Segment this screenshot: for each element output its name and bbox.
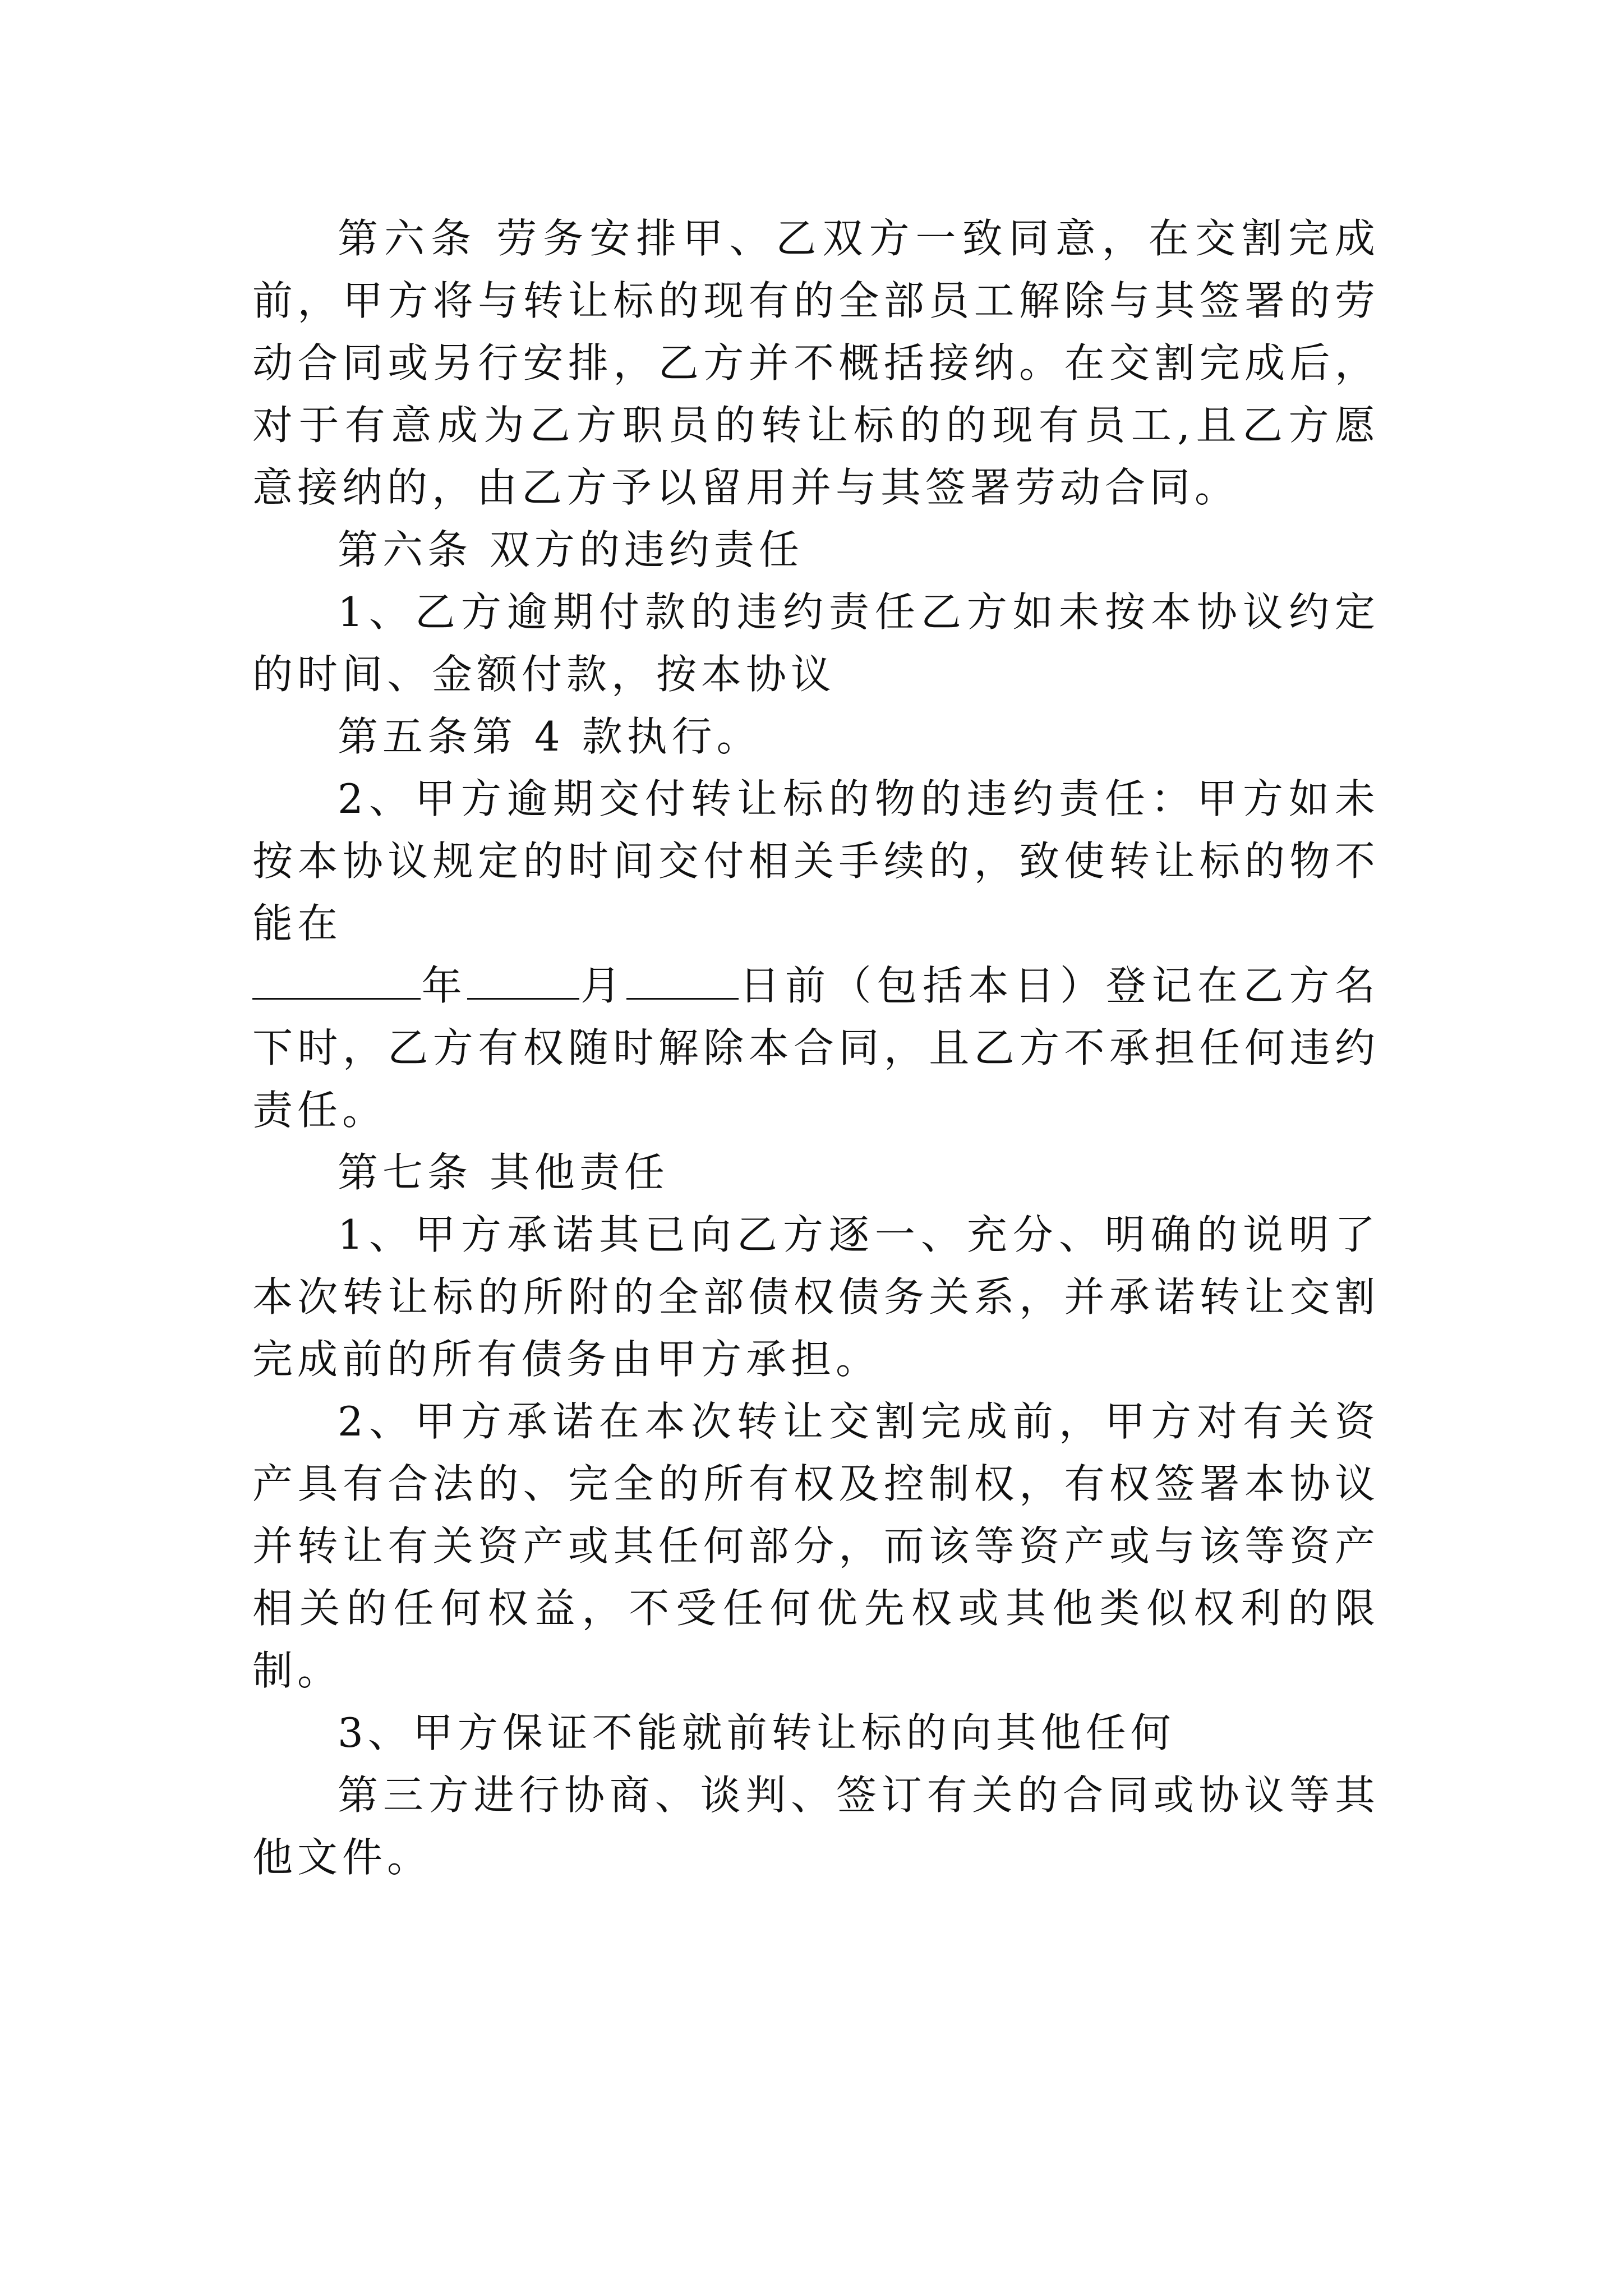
clause-2-date-continuation — [252, 955, 1380, 1142]
month-blank — [467, 959, 579, 1000]
article-6-heading: 第六条 双方的违约责任 — [338, 526, 804, 573]
day-blank — [626, 959, 739, 1000]
clause-1-late-payment: 1、乙方逾期付款的违约责任乙方如未按本协议约定的时间、金额付款，按本协议 — [252, 588, 1380, 698]
article-7-clause-2: 2、甲方承诺在本次转让交割完成前，甲方对有关资产具有合法的、完全的所有权及控制权，有权签署本协议并转让有关资产或其任何部分，而该等资产或与该等资产相关的任何权益，不受任何优先权或其他类似权利的限制。 — [252, 1398, 1380, 1694]
article-7-clause-3: 3、甲方保证不能就前转让标的向其他任何 — [338, 1709, 1175, 1756]
year-label: 年 — [421, 962, 468, 1009]
article-7-heading: 第七条 其他责任 — [338, 1149, 669, 1196]
day-clause-text: 日前（包括本日）登记在乙方名下时，乙方有权随时解除本合同，且乙方不承担任何违约责任。 — [252, 962, 1380, 1134]
document-page — [252, 208, 1380, 1889]
clause-2-late-delivery: 2、甲方逾期交付转让标的物的违约责任：甲方如未按本协议规定的时间交付相关手续的，致使转让标的物不能在 — [252, 775, 1380, 947]
article-7-clause-3-continuation: 第三方进行协商、谈判、签订有关的合同或协议等其他文件。 — [252, 1772, 1380, 1881]
article-6-labor-arrangement: 第六条 劳务安排甲、乙双方一致同意，在交割完成前，甲方将与转让标的现有的全部员工解除与其签署的劳动合同或另行安排，乙方并不概括接纳。在交割完成后，对于有意成为乙方职员的转让标的的现有员工,且乙方愿意接纳的，由乙方予以留用并与其签署劳动合同。 — [252, 215, 1380, 511]
article-7-clause-1: 1、甲方承诺其已向乙方逐一、充分、明确的说明了本次转让标的所附的全部债权债务关系，并承诺转让交割完成前的所有债务由甲方承担。 — [252, 1211, 1380, 1383]
year-blank — [252, 959, 421, 1000]
clause-reference-article-5: 第五条第 4 款执行。 — [338, 713, 762, 760]
month-label: 月 — [579, 962, 626, 1009]
